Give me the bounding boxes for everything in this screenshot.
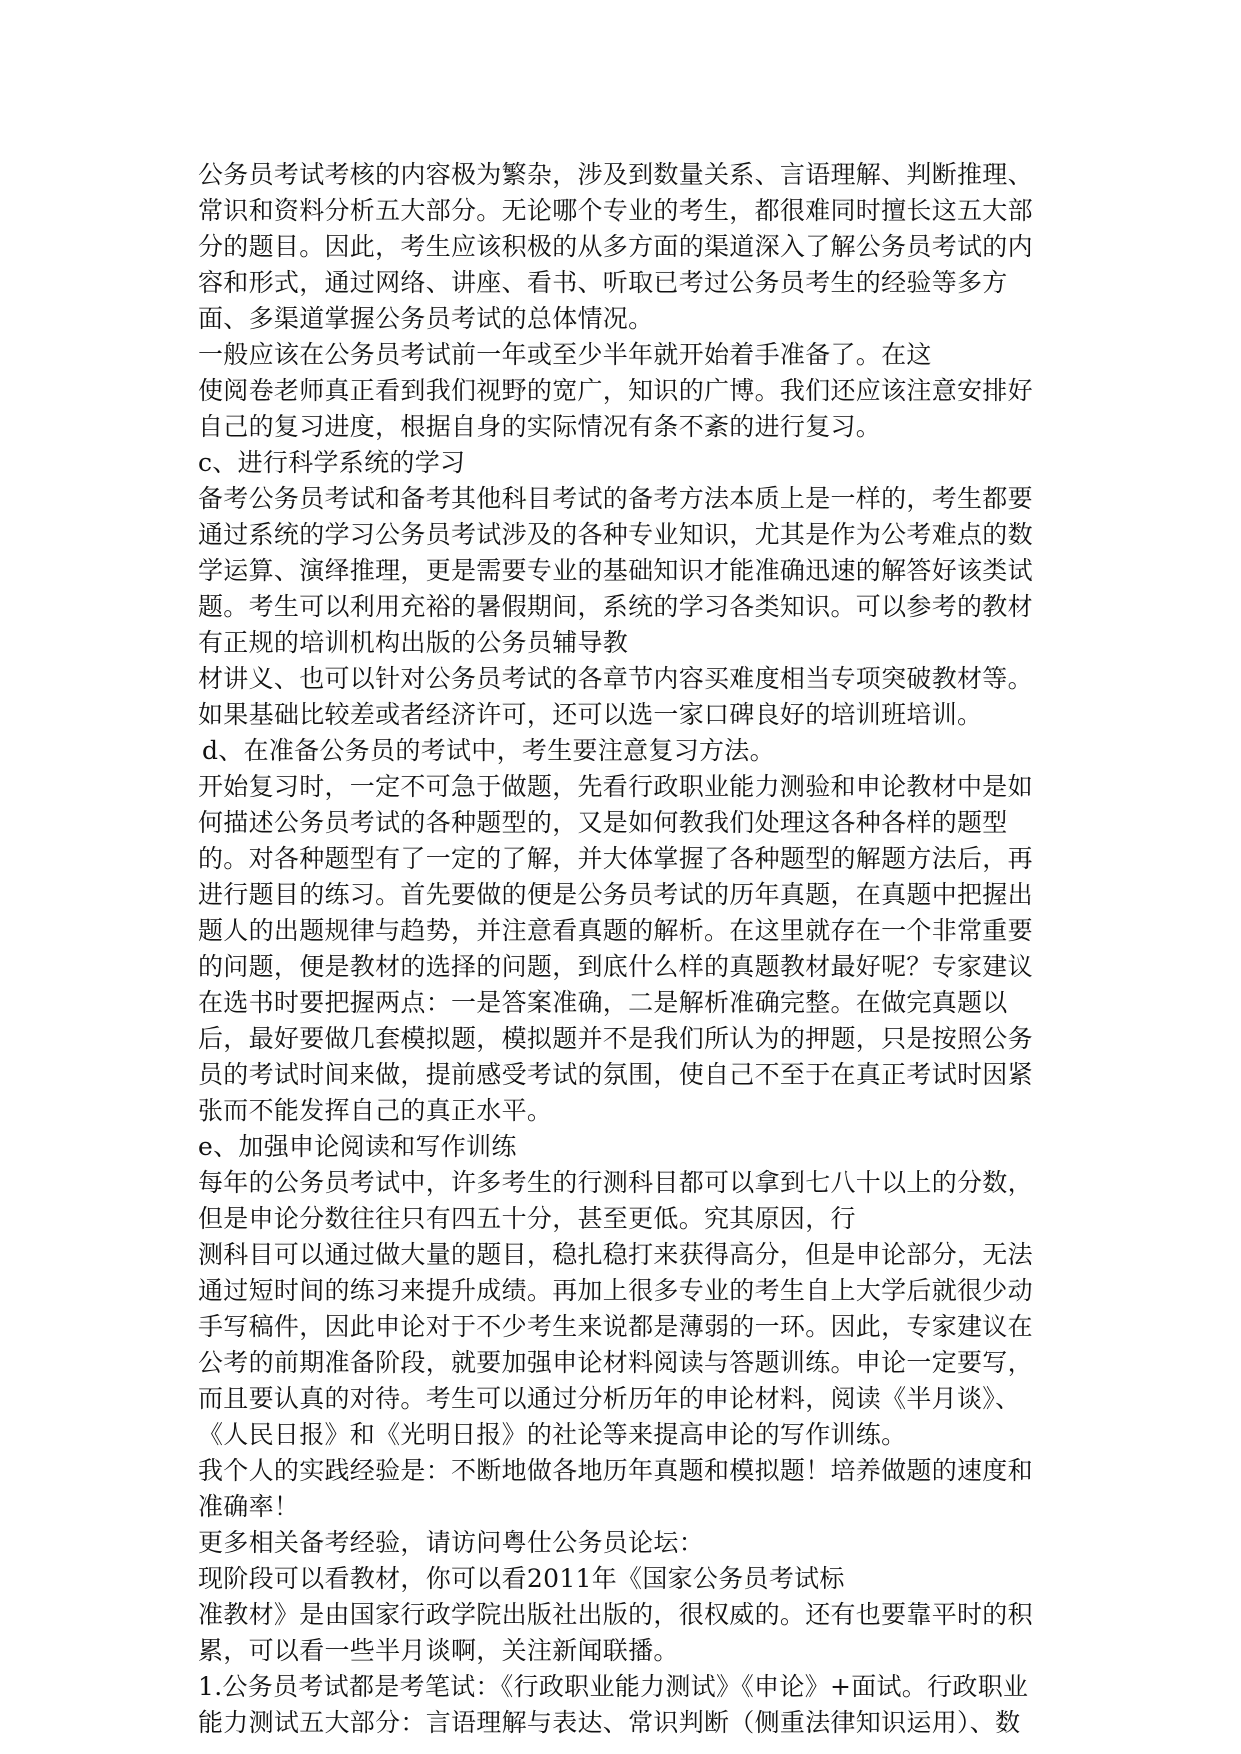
section-heading-c: c、进行科学系统的学习 (198, 448, 466, 477)
paragraph-prep-start: 一般应该在公务员考试前一年或至少半年就开始着手准备了。在这 (198, 340, 932, 369)
paragraph-review-progress: 使阅卷老师真正看到我们视野的宽广，知识的广博。我们还应该注意安排好自己的复习进度，根据自身的实际情况有条不紊的进行复习。 (198, 376, 1033, 441)
paragraph-materials: 材讲义、也可以针对公务员考试的各章节内容买难度相当专项突破教材等。如果基础比较差或者经济许可，还可以选一家口碑良好的培训班培训。 (198, 664, 1033, 729)
paragraph-exam-content: 公务员考试考核的内容极为繁杂，涉及到数量关系、言语理解、判断推理、常识和资料分析五大部分。无论哪个专业的考生，都很难同时擅长这五大部分的题目。因此，考生应该积极的从多方面的渠道深入了解公务员考试的内容和形式，通过网络、讲座、看书、听取已考过公务员考生的经验等多方面、多渠道掌握公务员考试的总体情况。 (198, 160, 1033, 333)
paragraph-personal-experience: 我个人的实践经验是：不断地做各地历年真题和模拟题！培养做题的速度和准确率！ (198, 1456, 1033, 1521)
paragraph-forum: 更多相关备考经验，请访问粤仕公务员论坛： (198, 1528, 705, 1557)
document-body (198, 157, 1043, 1741)
paragraph-exam-structure: 1.公务员考试都是考笔试：《行政职业能力测试》《申论》+面试。行政职业能力测试五大部分：言语理解与表达、常识判断（侧重法律知识运用）、数 (198, 1672, 1029, 1737)
paragraph-shenlun-training: 测科目可以通过做大量的题目，稳扎稳打来获得高分，但是申论部分，无法通过短时间的练习来提升成绩。再加上很多专业的考生自上大学后就很少动手写稿件，因此申论对于不少考生来说都是薄弱的一环。因此，专家建议在公考的前期准备阶段，就要加强申论材料阅读与答题训练。申论一定要写，而且要认真的对待。考生可以通过分析历年的申论材料，阅读《半月谈》、《人民日报》和《光明日报》的社论等来提高申论的写作训练。 (198, 1240, 1033, 1449)
paragraph-review-method: 开始复习时，一定不可急于做题，先看行政职业能力测验和申论教材中是如何描述公务员考试的各种题型的，又是如何教我们处理这各种各样的题型的。对各种题型有了一定的了解，并大体掌握了各种题型的解题方法后，再进行题目的练习。首先要做的便是公务员考试的历年真题，在真题中把握出题人的出题规律与趋势，并注意看真题的解析。在这里就存在一个非常重要的问题，便是教材的选择的问题，到底什么样的真题教材最好呢？专家建议在选书时要把握两点：一是答案准确，二是解析准确完整。在做完真题以后，最好要做几套模拟题，模拟题并不是我们所认为的押题，只是按照公务员的考试时间来做，提前感受考试的氛围，使自己不至于在真正考试时因紧张而不能发挥自己的真正水平。 (198, 772, 1033, 1125)
paragraph-textbook-detail: 准教材》是由国家行政学院出版社出版的，很权威的。还有也要靠平时的积累，可以看一些半月谈啊，关注新闻联播。 (198, 1600, 1033, 1665)
paragraph-score-gap: 每年的公务员考试中，许多考生的行测科目都可以拿到七八十以上的分数，但是申论分数往往只有四五十分，甚至更低。究其原因，行 (198, 1168, 1033, 1233)
section-heading-d: d、在准备公务员的考试中，考生要注意复习方法。 (202, 736, 775, 765)
section-heading-e: e、加强申论阅读和写作训练 (198, 1132, 517, 1161)
paragraph-systematic-study: 备考公务员考试和备考其他科目考试的备考方法本质上是一样的，考生都要通过系统的学习公务员考试涉及的各种专业知识，尤其是作为公考难点的数学运算、演绎推理，更是需要专业的基础知识才能准确迅速的解答好该类试题。考生可以利用充裕的暑假期间，系统的学习各类知识。可以参考的教材有正规的培训机构出版的公务员辅导教 (198, 484, 1033, 657)
paragraph-textbook-intro: 现阶段可以看教材，你可以看2011年《国家公务员考试标 (198, 1564, 845, 1593)
